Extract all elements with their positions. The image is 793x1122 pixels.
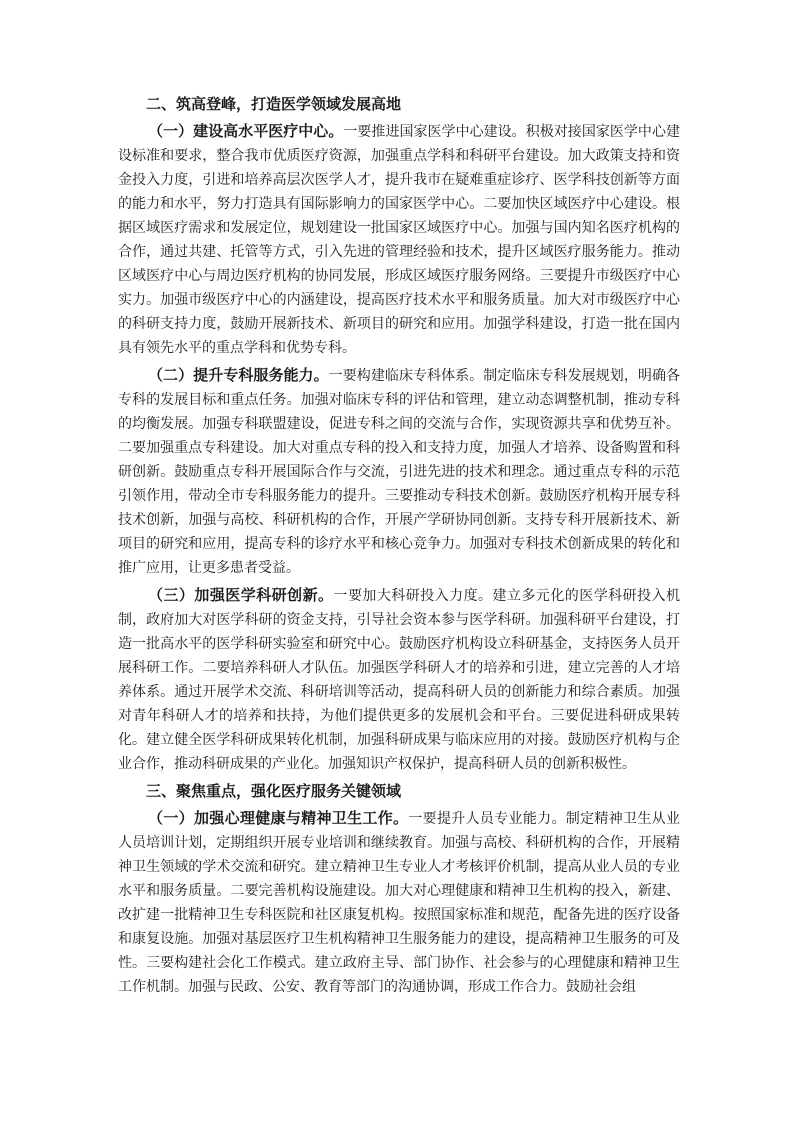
paragraph-lead: （二）提升专科服务能力。 <box>148 366 329 384</box>
paragraph-lead: （一）加强心理健康与精神卫生工作。 <box>148 809 409 827</box>
paragraph <box>118 583 680 776</box>
section-heading: 三、聚焦重点，强化医疗服务关键领域 <box>146 782 402 800</box>
paragraph-body: 一要加大科研投入力度。建立多元化的医学科研投入机制，政府加大对医学科研的资金支持，引导社会资本参与医学科研。加强科研平台建设，打造一批高水平的医学科研实验室和研究中心。鼓励医疗机构设立科研基金，支持医务人员开展科研工作。二要培养科研人才队伍。加强医学科研人才的培养和引进，建立完善的人才培养体系。通过开展学术交流、科研培训等活动，提高科研人员的创新能力和综合素质。加强对青年科研人才的培养和扶持，为他们提供更多的发展机会和平台。三要促进科研成果转化。建立健全医学科研成果转化机制，加强科研成果与临床应用的对接。鼓励医疗机构与企业合作，推动科研成果的产业化。加强知识产权保护，提高科研人员的创新积极性。 <box>118 588 680 772</box>
section-3 <box>118 779 680 999</box>
paragraph <box>118 806 680 999</box>
paragraph <box>118 119 680 360</box>
paragraph-lead: （一）建设高水平医疗中心。 <box>148 122 344 140</box>
paragraph-body: 一要构建临床专科体系。制定临床专科发展规划，明确各专科的发展目标和重点任务。加强对临床专科的评估和管理，建立动态调整机制，推动专科的均衡发展。加强专科联盟建设，促进专科之间的交流与合作，实现资源共享和优势互补。二要加强重点专科建设。加大对重点专科的投入和支持力度，加强人才培养、设备购置和科研创新。鼓励重点专科开展国际合作与交流，引进先进的技术和理念。通过重点专科的示范引领作用，带动全市专科服务能力的提升。三要推动专科技术创新。鼓励医疗机构开展专科技术创新，加强与高校、科研机构的合作，开展产学研协同创新。支持专科开展新技术、新项目的研究和应用，提高专科的诊疗水平和核心竞争力。加强对专科技术创新成果的转化和推广应用，让更多患者受益。 <box>118 368 680 576</box>
paragraph-lead: （三）加强医学科研创新。 <box>148 586 334 604</box>
section-2 <box>118 92 680 776</box>
paragraph <box>118 363 680 580</box>
document-page <box>118 92 680 1002</box>
section-heading: 二、筑高登峰，打造医学领域发展高地 <box>146 95 402 113</box>
paragraph-body: 一要提升人员专业能力。制定精神卫生从业人员培训计划，定期组织开展专业培训和继续教育。加强与高校、科研机构的合作，开展精神卫生领域的学术交流和研究。建立精神卫生专业人才考核评价机制，提高从业人员的专业水平和服务质量。二要完善机构设施建设。加大对心理健康和精神卫生机构的投入，新建、改扩建一批精神卫生专科医院和社区康复机构。按照国家标准和规范，配备先进的医疗设备和康复设施。加强对基层医疗卫生机构精神卫生服务能力的建设，提高精神卫生服务的可及性。三要构建社会化工作模式。建立政府主导、部门协作、社会参与的心理健康和精神卫生工作机制。加强与民政、公安、教育等部门的沟通协调，形成工作合力。鼓励社会组 <box>118 811 680 995</box>
paragraph-body: 一要推进国家医学中心建设。积极对接国家医学中心建设标准和要求，整合我市优质医疗资源，加强重点学科和科研平台建设。加大政策支持和资金投入力度，引进和培养高层次医学人才，提升我市在疑难重症诊疗、医学科技创新等方面的能力和水平，努力打造具有国际影响力的国家医学中心。二要加快区域医疗中心建设。根据区域医疗需求和发展定位，规划建设一批国家区域医疗中心。加强与国内知名医疗机构的合作，通过共建、托管等方式，引入先进的管理经验和技术，提升区域医疗服务能力。推动区域医疗中心与周边医疗机构的协同发展，形成区域医疗服务网络。三要提升市级医疗中心实力。加强市级医疗中心的内涵建设，提高医疗技术水平和服务质量。加大对市级医疗中心的科研支持力度，鼓励开展新技术、新项目的研究和应用。加强学科建设，打造一批在国内具有领先水平的重点学科和优势专科。 <box>118 124 680 356</box>
